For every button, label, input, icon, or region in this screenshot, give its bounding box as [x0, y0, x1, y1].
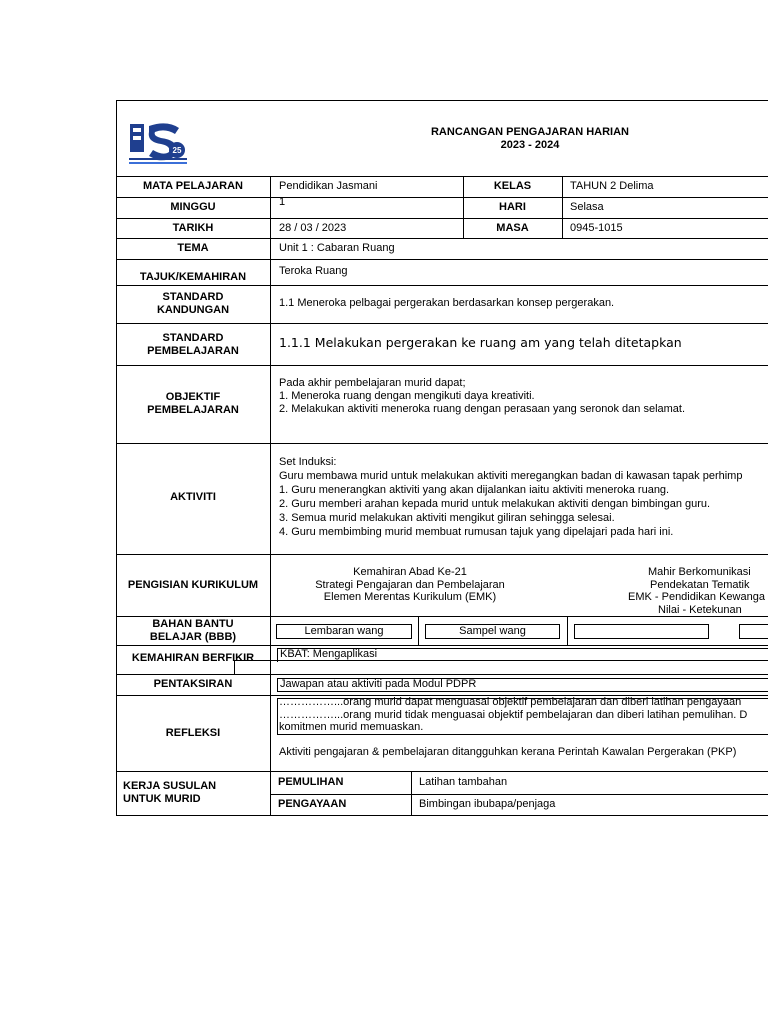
- label-standard-kandungan-2: KANDUNGAN: [156, 304, 230, 316]
- table-border-bottom: [116, 815, 768, 816]
- aktiviti-line: 4. Guru membimbing murid membuat rumusan tajuk yang dipelajari pada hari ini.: [279, 526, 674, 538]
- value-pengayaan: Bimbingan ibubapa/penjaga: [419, 798, 556, 810]
- label-standard-kandungan-1: STANDARD: [162, 291, 224, 303]
- value-minggu: 1: [279, 196, 286, 208]
- label-masa: MASA: [496, 222, 529, 234]
- objektif-line: 1. Meneroka ruang dengan mengikuti daya kreativiti.: [279, 390, 535, 402]
- aktiviti-line: Guru membawa murid untuk melakukan aktiviti meregangkan badan di kawasan tapak perhimp: [279, 470, 743, 482]
- value-tajuk: Teroka Ruang: [279, 265, 348, 277]
- aktiviti-line: Set Induksi:: [279, 456, 337, 468]
- label-kemahiran-berfikir: KEMAHIRAN BERFIKIR: [131, 652, 255, 664]
- refleksi-line: ……………...orang murid tidak menguasai objektif pembelajaran dan diberi latihan pemulihan. D: [279, 709, 748, 721]
- pengisian-right-item: Pendekatan Tematik: [650, 579, 750, 591]
- table-border-top: [116, 100, 768, 101]
- label-pengayaan: PENGAYAAN: [278, 798, 347, 810]
- label-standard-pembelajaran-1: STANDARD: [162, 332, 224, 344]
- aktiviti-line: 1. Guru menerangkan aktiviti yang akan dijalankan iaitu aktiviti meneroka ruang.: [279, 484, 670, 496]
- bbb-item: Sampel wang: [425, 624, 560, 639]
- refleksi-note: Aktiviti pengajaran & pembelajaran ditangguhkan kerana Perintah Kawalan Pergerakan (PKP): [279, 746, 737, 758]
- label-kerja-susulan-1: KERJA SUSULAN: [123, 780, 217, 792]
- label-pentaksiran: PENTAKSIRAN: [153, 678, 233, 690]
- refleksi-line: ……………...orang murid dapat menguasai objektif pembelajaran dan diberi latihan pengayaan: [279, 696, 742, 708]
- bbb-item: [574, 624, 709, 639]
- label-kelas: KELAS: [493, 180, 532, 192]
- pengisian-right-item: Mahir Berkomunikasi: [648, 566, 751, 578]
- objektif-line: Pada akhir pembelajaran murid dapat;: [279, 377, 466, 389]
- label-tarikh: TARIKH: [172, 222, 214, 234]
- label-pemulihan: PEMULIHAN: [278, 776, 344, 788]
- label-tema: TEMA: [177, 242, 209, 254]
- aktiviti-line: 2. Guru memberi arahan kepada murid untuk melakukan aktiviti dengan bimbingan guru.: [279, 498, 711, 510]
- bbb-item: Lembaran wang: [276, 624, 412, 639]
- pengisian-left-item: Elemen Merentas Kurikulum (EMK): [323, 591, 497, 603]
- pengisian-left-item: Strategi Pengajaran dan Pembelajaran: [315, 579, 505, 591]
- value-masa: 0945-1015: [570, 222, 623, 234]
- label-column-divider: [270, 176, 271, 816]
- label-aktiviti: AKTIVITI: [170, 491, 216, 503]
- label-standard-pembelajaran-2: PEMBELAJARAN: [147, 345, 239, 357]
- value-tarikh: 28 / 03 / 2023: [279, 222, 347, 234]
- objektif-line: 2. Melakukan aktiviti meneroka ruang dengan perasaan yang seronok dan selamat.: [279, 403, 686, 415]
- label-refleksi: REFLEKSI: [165, 727, 221, 739]
- pengisian-right-item: Nilai - Ketekunan: [658, 604, 742, 616]
- value-mata-pelajaran: Pendidikan Jasmani: [279, 180, 378, 192]
- label-objektif-1: OBJEKTIF: [165, 391, 221, 403]
- label-bahan-bantu-2: BELAJAR (BBB): [149, 631, 237, 643]
- label-hari: HARI: [499, 201, 526, 213]
- bbb-item: [739, 624, 768, 639]
- value-standard-kandungan: 1.1 Meneroka pelbagai pergerakan berdasarkan konsep pergerakan.: [279, 297, 615, 309]
- pengisian-right-item: EMK - Pendidikan Kewanga: [628, 591, 765, 603]
- academic-year: 2023 - 2024: [500, 139, 560, 151]
- value-kemahiran-berfikir: KBAT: Mengaplikasi: [280, 648, 378, 660]
- value-standard-pembelajaran: 1.1.1 Melakukan pergerakan ke ruang am yang telah ditetapkan: [279, 335, 682, 350]
- pengisian-left-item: Kemahiran Abad Ke-21: [353, 566, 467, 578]
- label-kerja-susulan-2: UNTUK MURID: [123, 793, 201, 805]
- label-tajuk: TAJUK/KEMAHIRAN: [139, 271, 247, 283]
- label-minggu: MINGGU: [170, 201, 216, 213]
- label-mata-pelajaran: MATA PELAJARAN: [142, 180, 243, 192]
- svg-text:25: 25: [172, 146, 182, 155]
- label-pengisian-kurikulum: PENGISIAN KURIKULUM: [127, 579, 259, 591]
- value-hari: Selasa: [570, 201, 604, 213]
- value-pentaksiran: Jawapan atau aktiviti pada Modul PDPR: [280, 678, 477, 690]
- aktiviti-line: 3. Semua murid melakukan aktiviti mengikut giliran sehingga selesai.: [279, 512, 615, 524]
- label-bahan-bantu-1: BAHAN BANTU: [152, 618, 234, 630]
- refleksi-line: komitmen murid memuaskan.: [279, 721, 424, 733]
- school-crest-logo: [127, 120, 189, 166]
- label-objektif-2: PEMBELAJARAN: [147, 404, 239, 416]
- value-tema: Unit 1 : Cabaran Ruang: [279, 242, 395, 254]
- value-kelas: TAHUN 2 Delima: [570, 180, 654, 192]
- value-pemulihan: Latihan tambahan: [419, 776, 508, 788]
- page-title: RANCANGAN PENGAJARAN HARIAN: [430, 126, 629, 138]
